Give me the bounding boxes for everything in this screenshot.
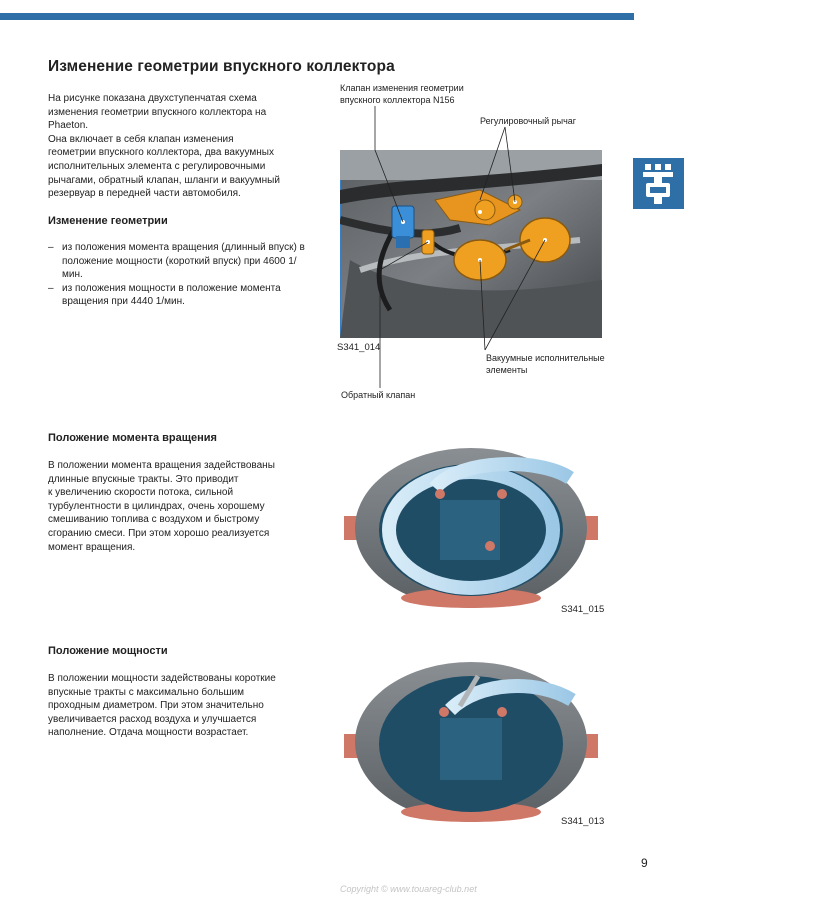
torque-heading: Положение момента вращения [48,432,217,444]
power-line: увеличивается расход воздуха и улучшается [48,713,257,725]
power-manifold-illustration [340,650,605,827]
label-vacuum-actuators: Вакуумные исполнительные элементы [486,353,605,375]
power-line: наполнение. Отдача мощности возрастает. [48,727,249,739]
intro-line: Phaeton. [48,120,89,132]
torque-line: смешиванию топлива с воздухом и быстрому [48,514,260,526]
intro-line: Она включает в себя клапан изменения [48,133,234,145]
intro-line: изменения геометрии впускного коллектора на [48,106,267,118]
geometry-heading: Изменение геометрии [48,215,168,227]
intro-line: геометрии впускного коллектора, два вакуумных [48,147,274,159]
copyright-watermark: Copyright © www.touareg-club.net [340,884,477,894]
figure-code: S341_013 [561,816,605,827]
torque-line: к увеличению скорости потока, сильной [48,487,234,499]
intro-line: резервуар в передней части автомобиля. [48,188,241,200]
power-paragraph [48,672,313,740]
page-title: Изменение геометрии впускного коллектора [48,58,395,75]
intro-line: На рисунке показана двухступенчатая схема [48,93,257,104]
list-item: – из положения момента вращения (длинный впуск) в положение мощности (короткий впуск) при 4600 1/мин. [48,241,306,282]
intro-line: исполнительных элемента с регулировочными [48,160,266,172]
figure-code: S341_014 [337,342,381,353]
torque-manifold-illustration [340,438,602,610]
label-check-valve: Обратный клапан [341,390,416,400]
power-heading: Положение мощности [48,645,168,657]
torque-line: момент вращения. [48,541,136,553]
list-item: – из положения мощности в положение момента вращения при 4440 1/мин. [48,282,306,309]
label-adjust-lever: Регулировочный рычаг [480,116,577,126]
label-intake-valve: Клапан изменения геометрии впускного коллектора N156 [340,83,464,105]
power-line: В положении мощности задействованы короткие [48,673,276,684]
power-line: впускные тракты с максимально большим [48,686,245,698]
power-line: проходным диаметром. При этом значительно [48,700,264,712]
torque-line: В положении момента вращения задействованы [48,460,275,471]
intro-line: рычагами, обратный клапан, шланги и вакуумный [48,174,280,186]
torque-line: длинные впускные тракты. Это приводит [48,473,239,485]
figure-code: S341_015 [561,604,605,615]
torque-line: сгоранию смеси. При этом хорошо реализуется [48,527,270,539]
engine-section-icon [633,158,684,209]
torque-paragraph [48,459,313,554]
torque-line: турбулентности в цилиндрах, очень хорошему [48,500,265,512]
page-number: 9 [641,856,648,870]
